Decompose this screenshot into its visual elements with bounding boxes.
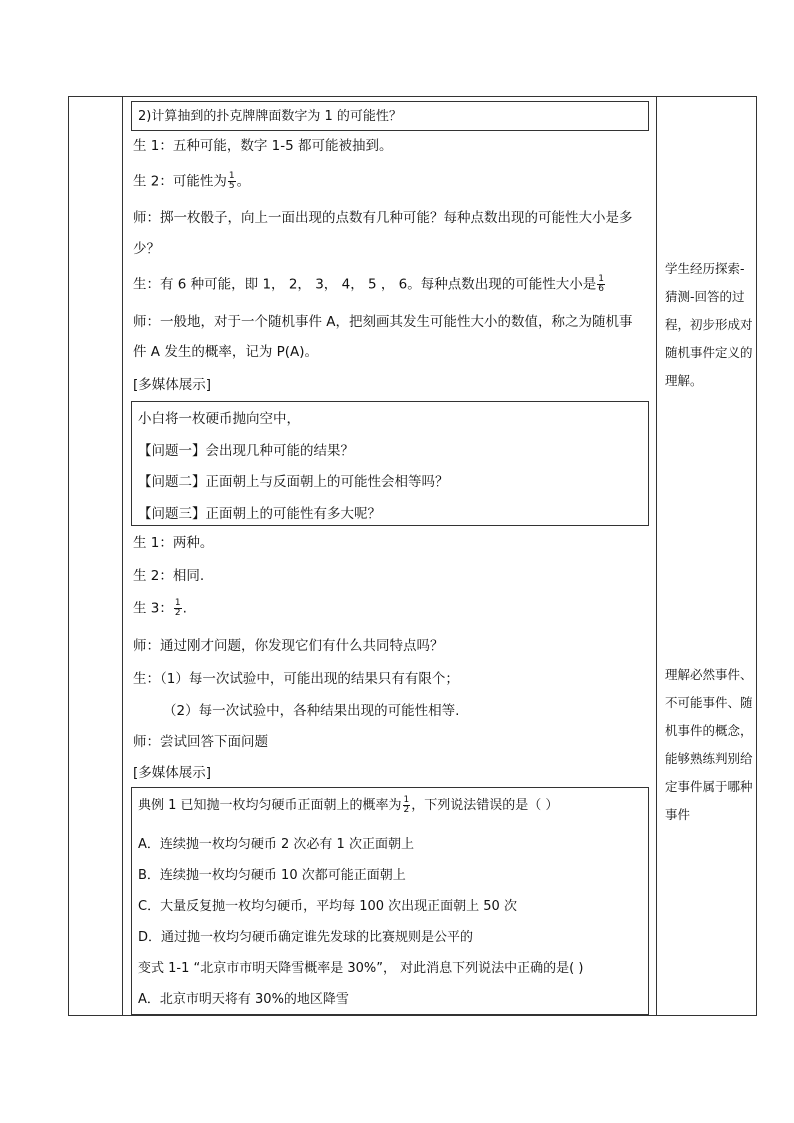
option-a: A．连续抛一枚均匀硬币 2 次必有 1 次正面朝上: [138, 837, 414, 852]
notes-column: [657, 97, 756, 1015]
student-1-answer: 生 1：五种可能，数字 1-5 都可能被抽到。: [133, 138, 393, 154]
note-line: 理解必然事件、: [665, 667, 753, 682]
answer-3: [133, 599, 187, 618]
teacher-question-line-2: 少？: [133, 241, 160, 257]
answer-3-text: 生 3：: [133, 600, 173, 617]
fraction-numerator: 1: [174, 598, 181, 608]
note-line: 学生经历探索-: [665, 261, 745, 276]
note-line: 程，初步形成对: [665, 317, 753, 332]
content-column: [123, 97, 657, 1015]
note-line: 猜测-回答的过: [665, 289, 745, 304]
student-2-text: 生 2：可能性为: [133, 173, 227, 190]
example-1-suffix: ，下列说法错误的是（ ）: [411, 798, 559, 813]
design-note-2: [665, 661, 753, 829]
design-note-1: [665, 255, 753, 395]
note-line: 随机事件定义的: [665, 345, 753, 360]
question-text: 2)计算抽到的扑克牌牌面数字为 1 的可能性？: [138, 109, 402, 124]
variant-1-1: 变式 1-1 “北京市市明天降雪概率是 30%”， 对此消息下列说法中正确的是( ): [138, 961, 584, 976]
fraction-one-half: [403, 796, 411, 815]
student-dice-text: 生：有 6 种可能，即 1， 2， 3， 4， 5 ， 6。每种点数出现的可能性大小是: [133, 276, 597, 293]
note-line: 能够熟练判别给: [665, 751, 753, 766]
note-line: 理解。: [665, 373, 703, 388]
question-box: [131, 101, 649, 131]
note-line: 事件: [665, 807, 691, 822]
student-dice-answer: [133, 275, 606, 294]
fraction-numerator: 1: [228, 171, 235, 181]
left-column: [69, 97, 123, 1015]
example-1: [138, 796, 558, 815]
note-line: 定事件属于哪种: [665, 779, 753, 794]
student-2-suffix: 。: [236, 173, 251, 190]
teacher-definition-line-2: 件 A 发生的概率，记为 P(A)。: [133, 344, 319, 360]
note-line: 机事件的概念，: [665, 723, 753, 738]
student-feature-2: （2）每一次试验中，各种结果出现的可能性相等.: [163, 703, 460, 719]
student-2-answer: [133, 172, 250, 191]
teacher-feature-question: 师：通过刚才问题，你发现它们有什么共同特点吗？: [133, 638, 444, 654]
coin-intro: 小白将一枚硬币抛向空中，: [138, 411, 300, 427]
fraction-one-fifth: [228, 172, 236, 191]
teacher-definition-line-1: 师：一般地，对于一个随机事件 A，把刻画其发生可能性大小的数值，称之为随机事: [133, 314, 633, 330]
fraction-denominator: 2: [403, 805, 410, 815]
answer-1: 生 1：两种。: [133, 535, 214, 551]
option-c: C．大量反复抛一枚均匀硬币，平均每 100 次出现正面朝上 50 次: [138, 899, 517, 914]
coin-question-box: [131, 401, 649, 526]
fraction-numerator: 1: [598, 274, 604, 284]
fraction-denominator: 2: [174, 608, 181, 618]
answer-3-suffix: .: [182, 600, 187, 617]
fraction-one-half: [174, 599, 182, 618]
fraction-denominator: 6: [598, 284, 604, 294]
example-box: [131, 787, 649, 1015]
student-feature-1: 生：（1）每一次试验中，可能出现的结果只有有限个；: [133, 671, 459, 687]
teacher-question-line-1: 师：掷一枚骰子，向上一面出现的点数有几种可能？每种点数出现的可能性大小是多: [133, 210, 633, 226]
teacher-prompt: 师：尝试回答下面问题: [133, 734, 268, 750]
fraction-denominator: 5: [228, 181, 235, 191]
lesson-table: [68, 96, 757, 1016]
option-b: B．连续抛一枚均匀硬币 10 次都可能正面朝上: [138, 868, 406, 883]
fraction-one-sixth: [597, 275, 605, 294]
media-label-1: [多媒体展示]: [133, 377, 212, 393]
coin-question-2: 【问题二】正面朝上与反面朝上的可能性会相等吗？: [138, 474, 449, 490]
fraction-numerator: 1: [403, 795, 410, 805]
coin-question-3: 【问题三】正面朝上的可能性有多大呢？: [138, 506, 381, 522]
example-1-text: 典例 1 已知抛一枚均匀硬币正面朝上的概率为: [138, 798, 402, 813]
option-d: D．通过抛一枚均匀硬币确定谁先发球的比赛规则是公平的: [138, 930, 474, 945]
answer-2: 生 2：相同.: [133, 568, 205, 584]
note-line: 不可能事件、随: [665, 695, 753, 710]
variant-option-a: A．北京市明天将有 30%的地区降雪: [138, 992, 349, 1007]
coin-question-1: 【问题一】会出现几种可能的结果？: [138, 443, 354, 459]
media-label-2: [多媒体展示]: [133, 765, 212, 781]
